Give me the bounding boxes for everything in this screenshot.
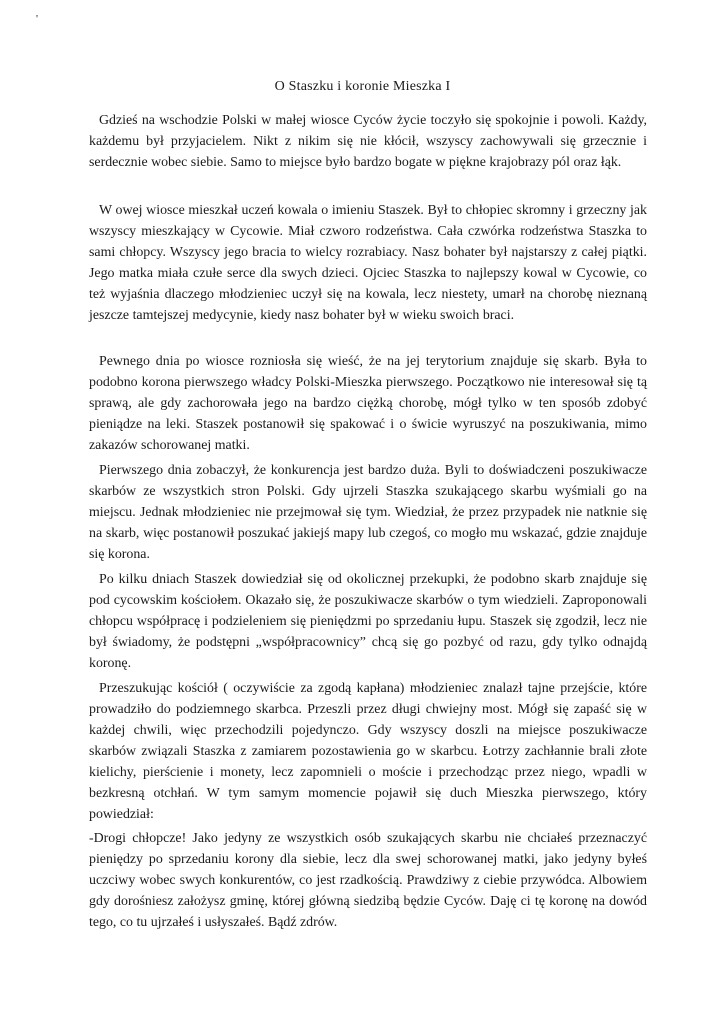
page-title: O Staszku i koronie Mieszka I xyxy=(274,79,451,94)
corner-mark: ' xyxy=(36,13,38,25)
paragraph-1: Gdzieś na wschodzie Polski w małej wiosce Cyców życie toczyło się spokojnie i powoli. Każdy, każdemu był przyjacielem. Nikt z nikim się nie kłócił, wszyscy zachowywali się grzecznie i serdecznie wobec siebie. Samo to miejsce było bardzo bogate w piękne krajobrazy pól oraz łąk. xyxy=(89,113,647,170)
paragraph-4: Pierwszego dnia zobaczył, że konkurencja jest bardzo duża. Byli to doświadczeni poszukiwacze skarbów ze wszystkich stron Polski. Gdy ujrzeli Staszka szukającego skarbu wyśmiali go na miejscu. Jednak młodzieniec nie przejmował się tym. Wiedział, że przez przypadek nie natknie się na skarb, więc postanowił poszukać jakiejś mapy lub czegoś, co mogło mu wskazać, gdzie znajduje się korona. xyxy=(89,463,647,562)
paragraph-3: Pewnego dnia po wiosce rozniosła się wieść, że na jej terytorium znajduje się skarb. Była to podobno korona pierwszego władcy Polski-Mieszka pierwszego. Początkowo nie interesował się tą sprawą, ale gdy zachorowała jego na bardzo ciężką chorobę, mógł tylko w ten sposób zdobyć pieniądze na leki. Staszek postanowił się spakować i o świcie wyruszyć na poszukiwania, mimo zakazów schorowanej matki. xyxy=(89,354,647,453)
paragraph-2: W owej wiosce mieszkał uczeń kowala o imieniu Staszek. Był to chłopiec skromny i grzeczny jak wszyscy mieszkający w Cycowie. Miał czworo rodzeństwa. Cała czwórka rodzeństwa Staszka to sami chłopcy. Wszyscy jego bracia to wielcy rozrabiacy. Nasz bohater był najstarszy z całej piątki. Jego matka miała czułe serce dla swych dzieci. Ojciec Staszka to najlepszy kowal w Cycowie, co też wyjaśnia dlaczego młodzieniec uczył się na kowala, lecz niestety, umarł na chorobę nieznaną jeszcze tamtejszej medycynie, kiedy nasz bohater był w wieku swoich braci. xyxy=(89,203,647,323)
paragraph-7-speech: -Drogi chłopcze! Jako jedyny ze wszystkich osób szukających skarbu nie chciałeś przeznaczyć pieniędzy po sprzedaniu korony dla siebie, lecz dla swej schorowanej matki, jako jedyny byłeś uczciwy wobec swych konkurentów, co jest rzadkością. Prawdziwy z ciebie przywódca. Albowiem gdy dorośniesz założysz gminę, której główną siedzibą będzie Cyców. Daję ci tę koronę na dowód tego, co tu ujrzałeś i usłyszałeś. Bądź zdrów. xyxy=(89,831,647,930)
paragraph-5: Po kilku dniach Staszek dowiedział się od okolicznej przekupki, że podobno skarb znajduje się pod cycowskim kościołem. Okazało się, że poszukiwacze skarbów o tym wiedzieli. Zaproponowali chłopcu współpracę i podzieleniem się pieniędzmi po sprzedaniu łupu. Staszek się zgodził, lecz nie był świadomy, że podstępni „współpracownicy” chcą się go pozbyć od razu, gdy tylko odnajdą koronę. xyxy=(89,572,647,671)
paragraph-6: Przeszukując kościół ( oczywiście za zgodą kapłana) młodzieniec znalazł tajne przejście, które prowadziło do podziemnego skarbca. Przeszli przez długi chwiejny most. Mógł się zapaść się w każdej chwili, więc przechodzili pojedynczo. Gdy wszyscy doszli na miejsce poszukiwacze skarbów związali Staszka z zamiarem pozostawienia go w skarbcu. Łotrzy zachłannie brali złote kielichy, pierścienie i monety, lecz zapomnieli o moście i przechodząc przez niego, wpadli w bezkresną otchłań. W tym samym momencie pojawił się duch Mieszka pierwszego, który powiedział: xyxy=(89,681,647,822)
